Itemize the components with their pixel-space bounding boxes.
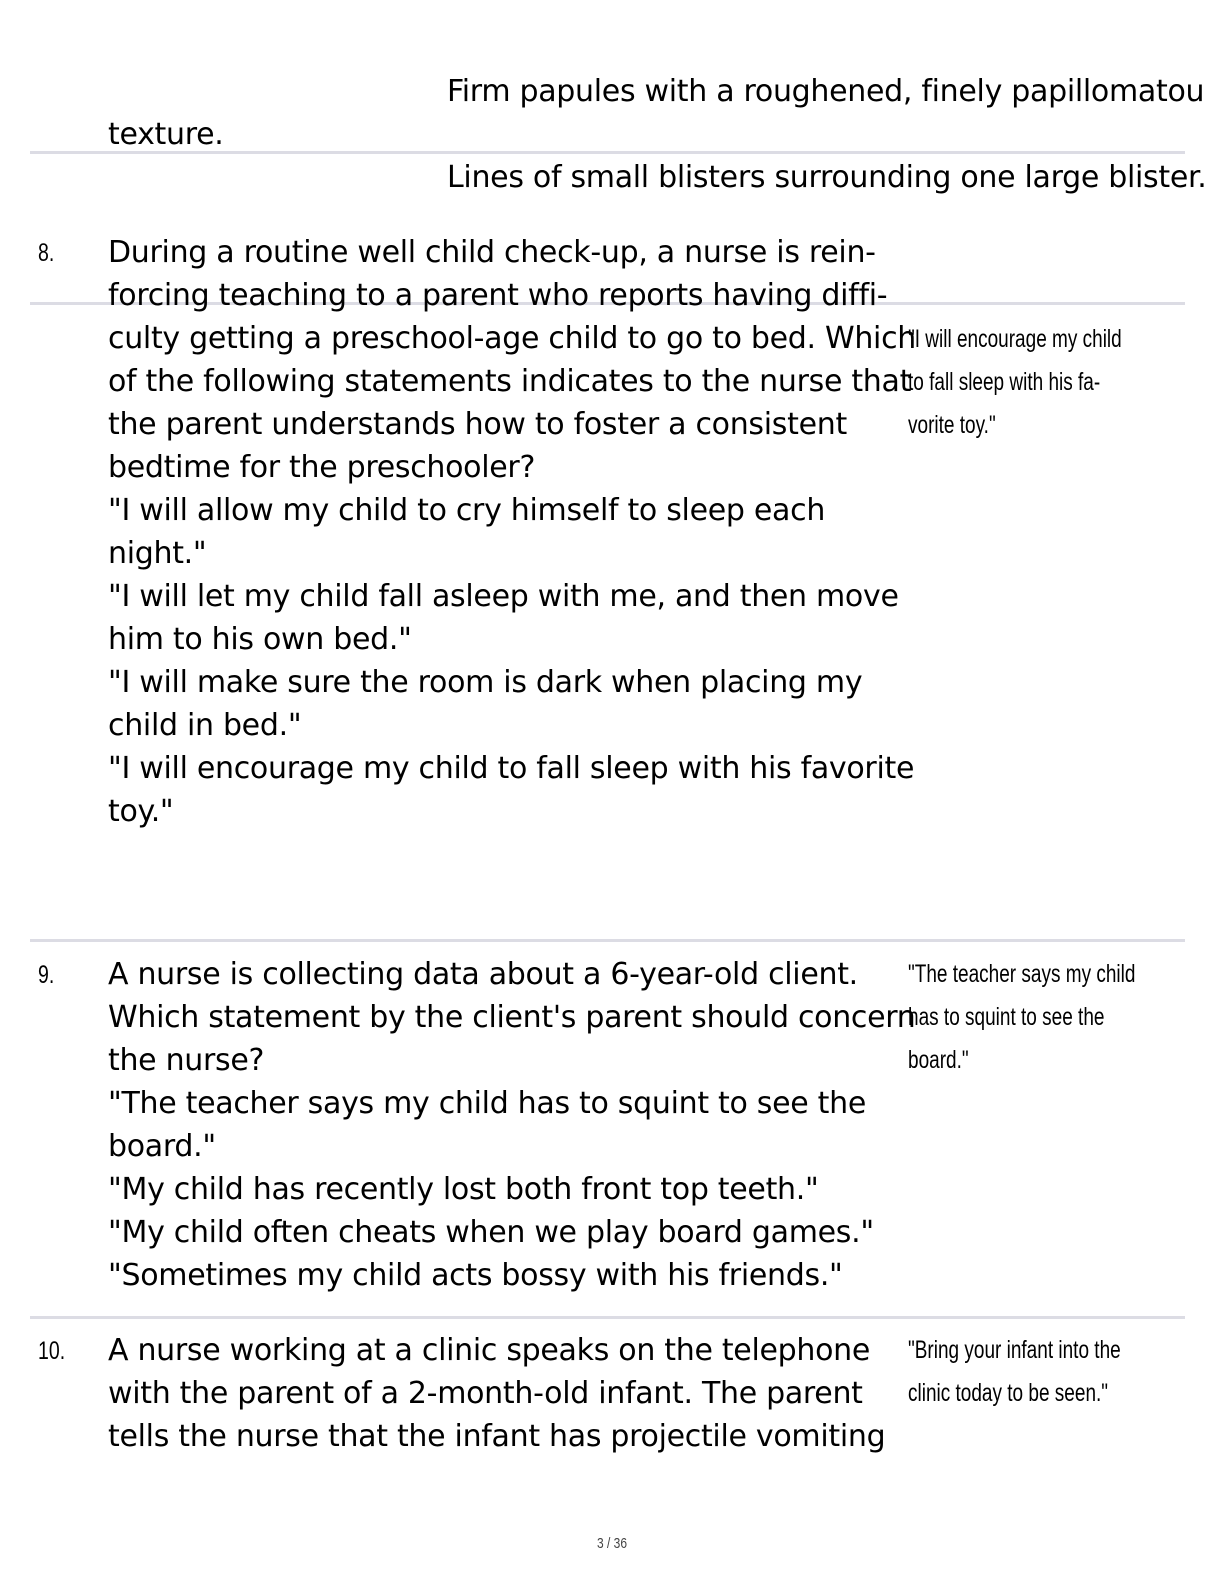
option-line: "My child often cheats when we play board games.": [108, 1215, 874, 1250]
answer-line: "I will encourage my child: [908, 325, 1122, 353]
stem-line: A nurse is collecting data about a 6-year-old client.: [108, 957, 858, 992]
q7-option-firm-papules: Firm papules with a roughened, finely papillomatou: [447, 74, 1205, 109]
stem-line: During a routine well child check-up, a nurse is rein-: [108, 235, 876, 270]
question-number: 9.: [38, 961, 55, 989]
option-line: "Sometimes my child acts bossy with his friends.": [108, 1258, 843, 1293]
option-line: "My child has recently lost both front top teeth.": [108, 1172, 819, 1207]
question-8-answer: [908, 318, 1122, 447]
question-9-stem: [108, 953, 916, 1297]
answer-line: clinic today to be seen.": [908, 1379, 1109, 1407]
option-line: "The teacher says my child has to squint to see the: [108, 1086, 866, 1121]
answer-line: vorite toy.": [908, 411, 996, 439]
stem-line: forcing teaching to a parent who reports having diffi-: [108, 278, 888, 313]
stem-line: the nurse?: [108, 1043, 265, 1078]
stem-line: the parent understands how to foster a consistent: [108, 407, 847, 442]
option-line: child in bed.": [108, 708, 302, 743]
question-10-stem: [108, 1329, 885, 1458]
answer-line: has to squint to see the: [908, 1003, 1105, 1031]
question-number: 10.: [38, 1337, 66, 1365]
question-8-stem: [108, 231, 916, 833]
option-line: board.": [108, 1129, 216, 1164]
option-line: him to his own bed.": [108, 622, 412, 657]
q7-option-firm-papules-cont: texture.: [108, 117, 224, 152]
stem-line: tells the nurse that the infant has projectile vomiting: [108, 1419, 886, 1454]
stem-line: Which statement by the client's parent should concern: [108, 1000, 916, 1035]
stem-line: of the following statements indicates to the nurse that: [108, 364, 912, 399]
answer-line: board.": [908, 1046, 969, 1074]
option-line: "I will make sure the room is dark when placing my: [108, 665, 863, 700]
divider-q10: [30, 1316, 1185, 1319]
option-line: toy.": [108, 794, 174, 829]
question-number: 8.: [38, 239, 55, 267]
q7-option-blisters: Lines of small blisters surrounding one large blister.: [447, 160, 1207, 195]
question-9-answer: [908, 953, 1135, 1082]
answer-line: "Bring your infant into the: [908, 1336, 1121, 1364]
question-10-answer: [908, 1329, 1121, 1415]
option-line: "I will allow my child to cry himself to sleep each: [108, 493, 826, 528]
answer-line: "The teacher says my child: [908, 960, 1136, 988]
answer-line: to fall sleep with his fa-: [908, 368, 1101, 396]
stem-line: culty getting a preschool-age child to go to bed. Which: [108, 321, 917, 356]
divider-q9: [30, 939, 1185, 942]
option-line: "I will let my child fall asleep with me, and then move: [108, 579, 899, 614]
option-line: "I will encourage my child to fall sleep with his favorite: [108, 751, 915, 786]
stem-line: with the parent of a 2-month-old infant. The parent: [108, 1376, 863, 1411]
page-indicator: 3 / 36: [596, 1535, 628, 1552]
option-line: night.": [108, 536, 207, 571]
stem-line: A nurse working at a clinic speaks on the telephone: [108, 1333, 871, 1368]
stem-line: bedtime for the preschooler?: [108, 450, 536, 485]
